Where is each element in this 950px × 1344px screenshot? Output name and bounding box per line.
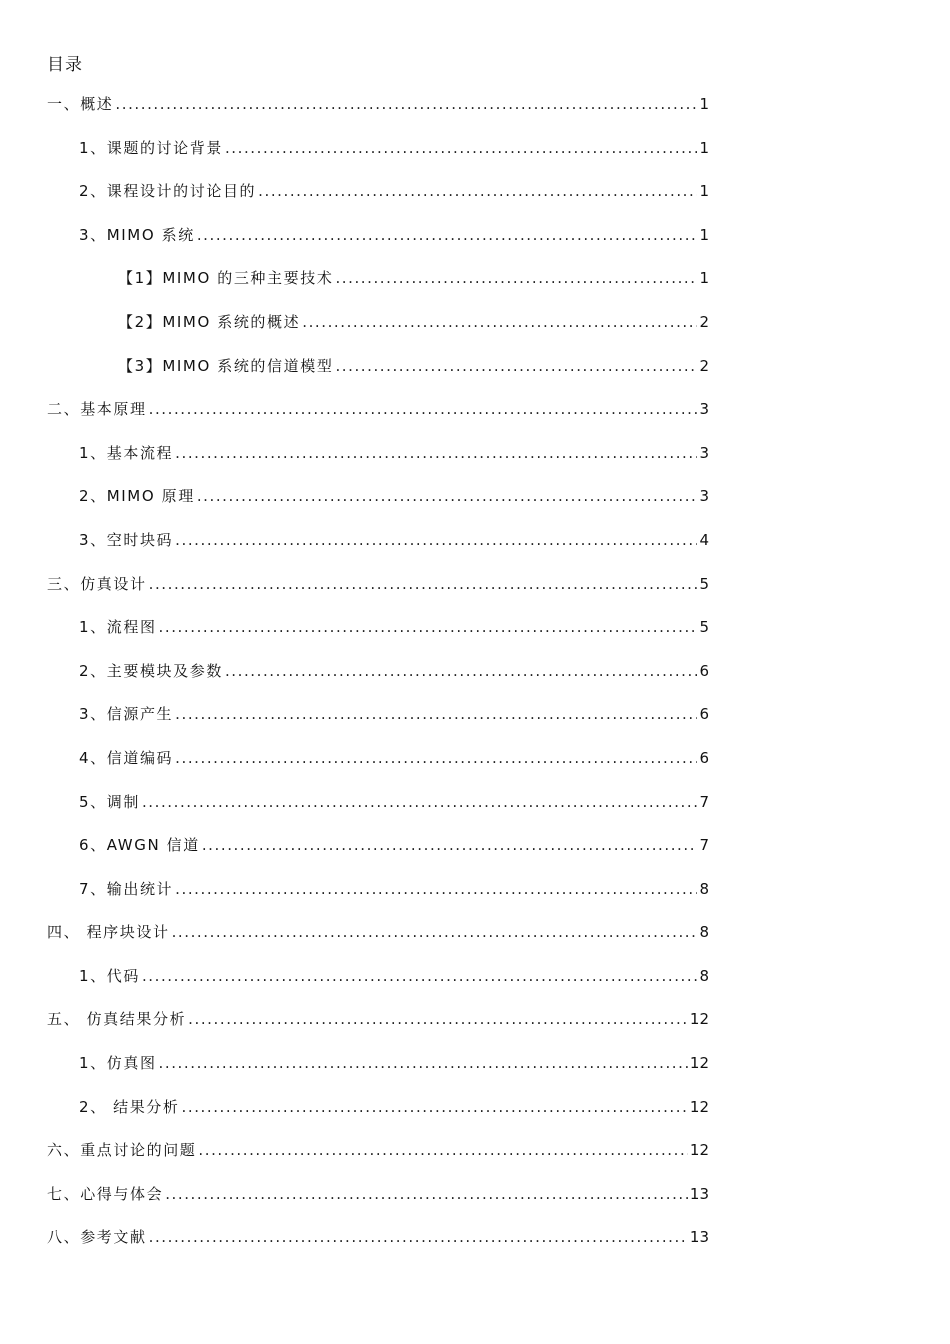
toc-entry-page-number: 5: [699, 618, 709, 637]
toc-entry[interactable]: [0, 1086, 709, 1130]
toc-entry[interactable]: [0, 1216, 709, 1260]
toc-entry-label: 四、 程序块设计: [47, 923, 170, 942]
toc-entry[interactable]: [0, 83, 709, 127]
toc-entry-page-number: 6: [699, 705, 709, 724]
toc-entry[interactable]: [0, 519, 709, 563]
toc-entry-page-number: 1: [699, 225, 709, 244]
toc-entry-page-number: 6: [699, 661, 709, 680]
toc-dot-leader: [225, 127, 698, 171]
toc-entry[interactable]: [0, 998, 709, 1042]
toc-dot-leader: [198, 1129, 688, 1173]
toc-entry-page-number: 12: [689, 1097, 709, 1116]
toc-dot-leader: [142, 781, 698, 825]
toc-entry[interactable]: [0, 606, 709, 650]
toc-dot-leader: [149, 563, 698, 607]
toc-dot-leader: [175, 432, 697, 476]
toc-entry-label: 三、仿真设计: [47, 574, 147, 593]
toc-dot-leader: [172, 911, 698, 955]
toc-dot-leader: [225, 650, 698, 694]
toc-entry[interactable]: [0, 563, 709, 607]
toc-entry-label: 七、心得与体会: [47, 1184, 164, 1203]
toc-entry[interactable]: [0, 127, 709, 171]
toc-entry-page-number: 12: [689, 1141, 709, 1160]
toc-entry-page-number: 3: [699, 487, 709, 506]
toc-entry[interactable]: [0, 737, 709, 781]
toc-entry[interactable]: [0, 955, 709, 999]
toc-entry[interactable]: [0, 475, 709, 519]
toc-entry-label: 2、 结果分析: [79, 1097, 180, 1116]
toc-entry-label: 五、 仿真结果分析: [47, 1010, 187, 1029]
toc-dot-leader: [159, 1042, 688, 1086]
toc-entry-page-number: 12: [689, 1010, 709, 1029]
toc-entry-label: 2、课程设计的讨论目的: [79, 182, 257, 201]
toc-entry-label: 3、空时块码: [79, 530, 174, 549]
toc-entry[interactable]: [0, 1173, 709, 1217]
toc-dot-leader: [175, 519, 697, 563]
toc-entry-page-number: 8: [699, 923, 709, 942]
toc-entry-label: 5、调制: [79, 792, 140, 811]
toc-entry-page-number: 1: [699, 95, 709, 113]
toc-entry[interactable]: [0, 1129, 709, 1173]
toc-list: [0, 83, 950, 1260]
toc-dot-leader: [302, 301, 697, 345]
toc-entry-page-number: 8: [699, 879, 709, 898]
toc-entry-label: 2、MIMO 原理: [79, 487, 195, 506]
toc-entry[interactable]: [0, 824, 709, 868]
toc-entry-page-number: 2: [699, 312, 709, 331]
toc-entry[interactable]: [0, 650, 709, 694]
toc-entry[interactable]: [0, 257, 709, 301]
toc-entry-page-number: 13: [689, 1184, 709, 1203]
toc-entry-label: 1、基本流程: [79, 443, 174, 462]
toc-dot-leader: [335, 345, 697, 389]
toc-entry[interactable]: [0, 911, 709, 955]
toc-entry-label: 1、仿真图: [79, 1054, 157, 1073]
toc-entry-label: 1、代码: [79, 966, 140, 985]
toc-entry-page-number: 4: [699, 530, 709, 549]
toc-entry-page-number: 13: [689, 1228, 709, 1247]
toc-dot-leader: [149, 1216, 688, 1260]
toc-entry-label: 1、流程图: [79, 618, 157, 637]
toc-entry-label: 六、重点讨论的问题: [47, 1141, 197, 1160]
toc-dot-leader: [182, 1086, 688, 1130]
toc-entry-page-number: 3: [699, 400, 709, 419]
toc-dot-leader: [202, 824, 698, 868]
toc-entry-label: 7、输出统计: [79, 879, 174, 898]
toc-entry-page-number: 1: [699, 138, 709, 157]
toc-entry-page-number: 3: [699, 443, 709, 462]
toc-entry[interactable]: [0, 301, 709, 345]
toc-entry-page-number: 5: [699, 574, 709, 593]
toc-dot-leader: [175, 693, 697, 737]
toc-entry-label: 【3】MIMO 系统的信道模型: [118, 356, 334, 375]
toc-entry[interactable]: [0, 693, 709, 737]
toc-entry-page-number: 7: [699, 792, 709, 811]
toc-entry[interactable]: [0, 345, 709, 389]
toc-entry-label: 八、参考文献: [47, 1228, 147, 1247]
toc-dot-leader: [197, 475, 698, 519]
toc-entry-label: 二、基本原理: [47, 400, 147, 419]
toc-entry-page-number: 12: [689, 1054, 709, 1073]
toc-dot-leader: [165, 1173, 688, 1217]
toc-entry-page-number: 7: [699, 836, 709, 855]
toc-entry-page-number: 8: [699, 966, 709, 985]
toc-dot-leader: [175, 737, 697, 781]
toc-entry[interactable]: [0, 214, 709, 258]
toc-entry-label: 一、概述: [47, 95, 114, 113]
toc-entry[interactable]: [0, 170, 709, 214]
toc-entry-label: 3、信源产生: [79, 705, 174, 724]
toc-entry-label: 6、AWGN 信道: [79, 836, 200, 855]
toc-dot-leader: [142, 955, 698, 999]
toc-entry[interactable]: [0, 868, 709, 912]
toc-entry-page-number: 2: [699, 356, 709, 375]
toc-entry-label: 1、课题的讨论背景: [79, 138, 223, 157]
toc-entry-label: 2、主要模块及参数: [79, 661, 223, 680]
toc-entry-label: 【1】MIMO 的三种主要技术: [118, 269, 334, 288]
toc-entry-label: 4、信道编码: [79, 748, 174, 767]
toc-title: 目录: [47, 55, 83, 75]
toc-dot-leader: [188, 998, 688, 1042]
toc-dot-leader: [115, 83, 697, 127]
toc-dot-leader: [258, 170, 697, 214]
toc-dot-leader: [149, 388, 698, 432]
toc-entry[interactable]: [0, 432, 709, 476]
toc-dot-leader: [175, 868, 697, 912]
toc-dot-leader: [197, 214, 698, 258]
toc-entry-page-number: 1: [699, 269, 709, 288]
toc-entry-label: 3、MIMO 系统: [79, 225, 195, 244]
toc-entry-page-number: 1: [699, 182, 709, 201]
toc-entry[interactable]: [0, 388, 709, 432]
toc-entry-page-number: 6: [699, 748, 709, 767]
toc-dot-leader: [159, 606, 698, 650]
toc-entry[interactable]: [0, 781, 709, 825]
toc-entry-label: 【2】MIMO 系统的概述: [118, 312, 301, 331]
toc-entry[interactable]: [0, 1042, 709, 1086]
toc-dot-leader: [335, 257, 697, 301]
